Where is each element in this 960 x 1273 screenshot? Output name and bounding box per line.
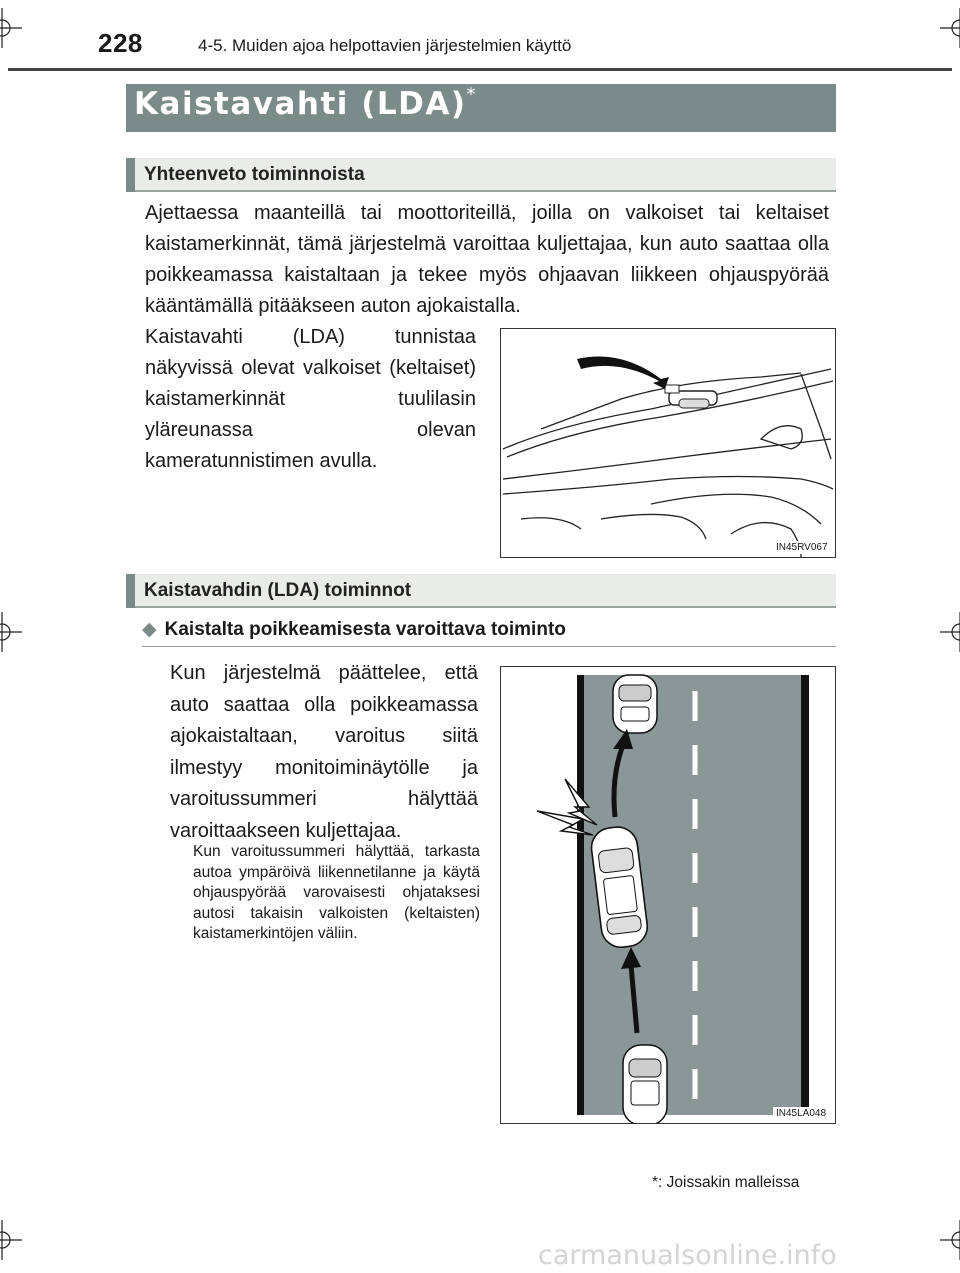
crop-mark-icon [0,1220,22,1260]
figure-code: IN45RV067 [773,541,831,554]
warning-paragraph: Kun järjestelmä päättelee, että auto saattaa olla poikkeamassa ajokaistaltaan, varoitus siitä ilmestyy monitoiminäytölle ja varoitussummeri hälyttää varoittaakseen kuljettajaa. [170,662,478,842]
section-heading-summary [126,158,836,192]
section-heading-functions [126,574,836,608]
warning-note: Kun varoitussummeri hälyttää, tarkasta autoa ympäröivä liikennetilanne ja käytä ohjauspyörää varovaisesti ohjataksesi autosi takaisin valkoisten (keltaisten) kaistamerkintöjen väliin. [193,843,480,942]
summary-paragraph: Ajettaessa maanteillä tai moottoriteillä, joilla on valkoiset tai keltaiset kaistamerkinnät, tämä järjestelmä varoittaa kuljettajaa, kun auto saattaa olla poikkeamassa kaistaltaan ja tekee myös ohjaavan liikkeen ohjauspyörää kääntämällä pitääkseen auton ajokaistalla. [145,202,829,317]
page-number: 228 [98,28,143,58]
subheading [142,618,566,641]
section-heading-text: Kaistavahdin (LDA) toiminnot [144,580,412,601]
car-bottom [623,1045,667,1123]
crop-mark-icon [940,1220,960,1260]
diamond-icon: ◆ [142,619,157,640]
subheading-text: Kaistalta poikkeamisesta varoittava toiminto [164,619,566,640]
car-windshield-illustration [501,329,835,557]
footnote [652,1174,799,1192]
title-asterisk: * [466,84,478,105]
crop-mark-icon [940,8,960,48]
lane-departure-figure [500,666,836,1124]
header-divider [8,68,952,71]
lane-departure-illustration [501,667,835,1123]
watermark: carmanualsonline.info [538,1240,837,1271]
section-heading-text: Yhteenveto toiminnoista [144,164,365,185]
footnote-asterisk: * [652,1174,659,1191]
crop-mark-icon [0,612,22,652]
page-title [134,86,477,122]
crop-mark-icon [0,8,22,48]
crop-mark-icon [940,612,960,652]
car-top [613,675,657,733]
figure-code: IN45LA048 [773,1107,829,1120]
camera-sensor-paragraph: Kaistavahti (LDA) tunnistaa näkyvissä olevat valkoiset (keltaiset) kaistamerkinnät tuulilasin yläreunassa olevan kameratunnistimen avulla. [145,326,476,472]
windshield-camera-figure [500,328,836,558]
chapter-title: 4-5. Muiden ajoa helpottavien järjestelmien käyttö [198,36,572,55]
page-title-text: Kaistavahti (LDA) [134,86,467,122]
footnote-text: : Joissakin malleissa [658,1174,800,1191]
subheading-divider [142,646,836,647]
